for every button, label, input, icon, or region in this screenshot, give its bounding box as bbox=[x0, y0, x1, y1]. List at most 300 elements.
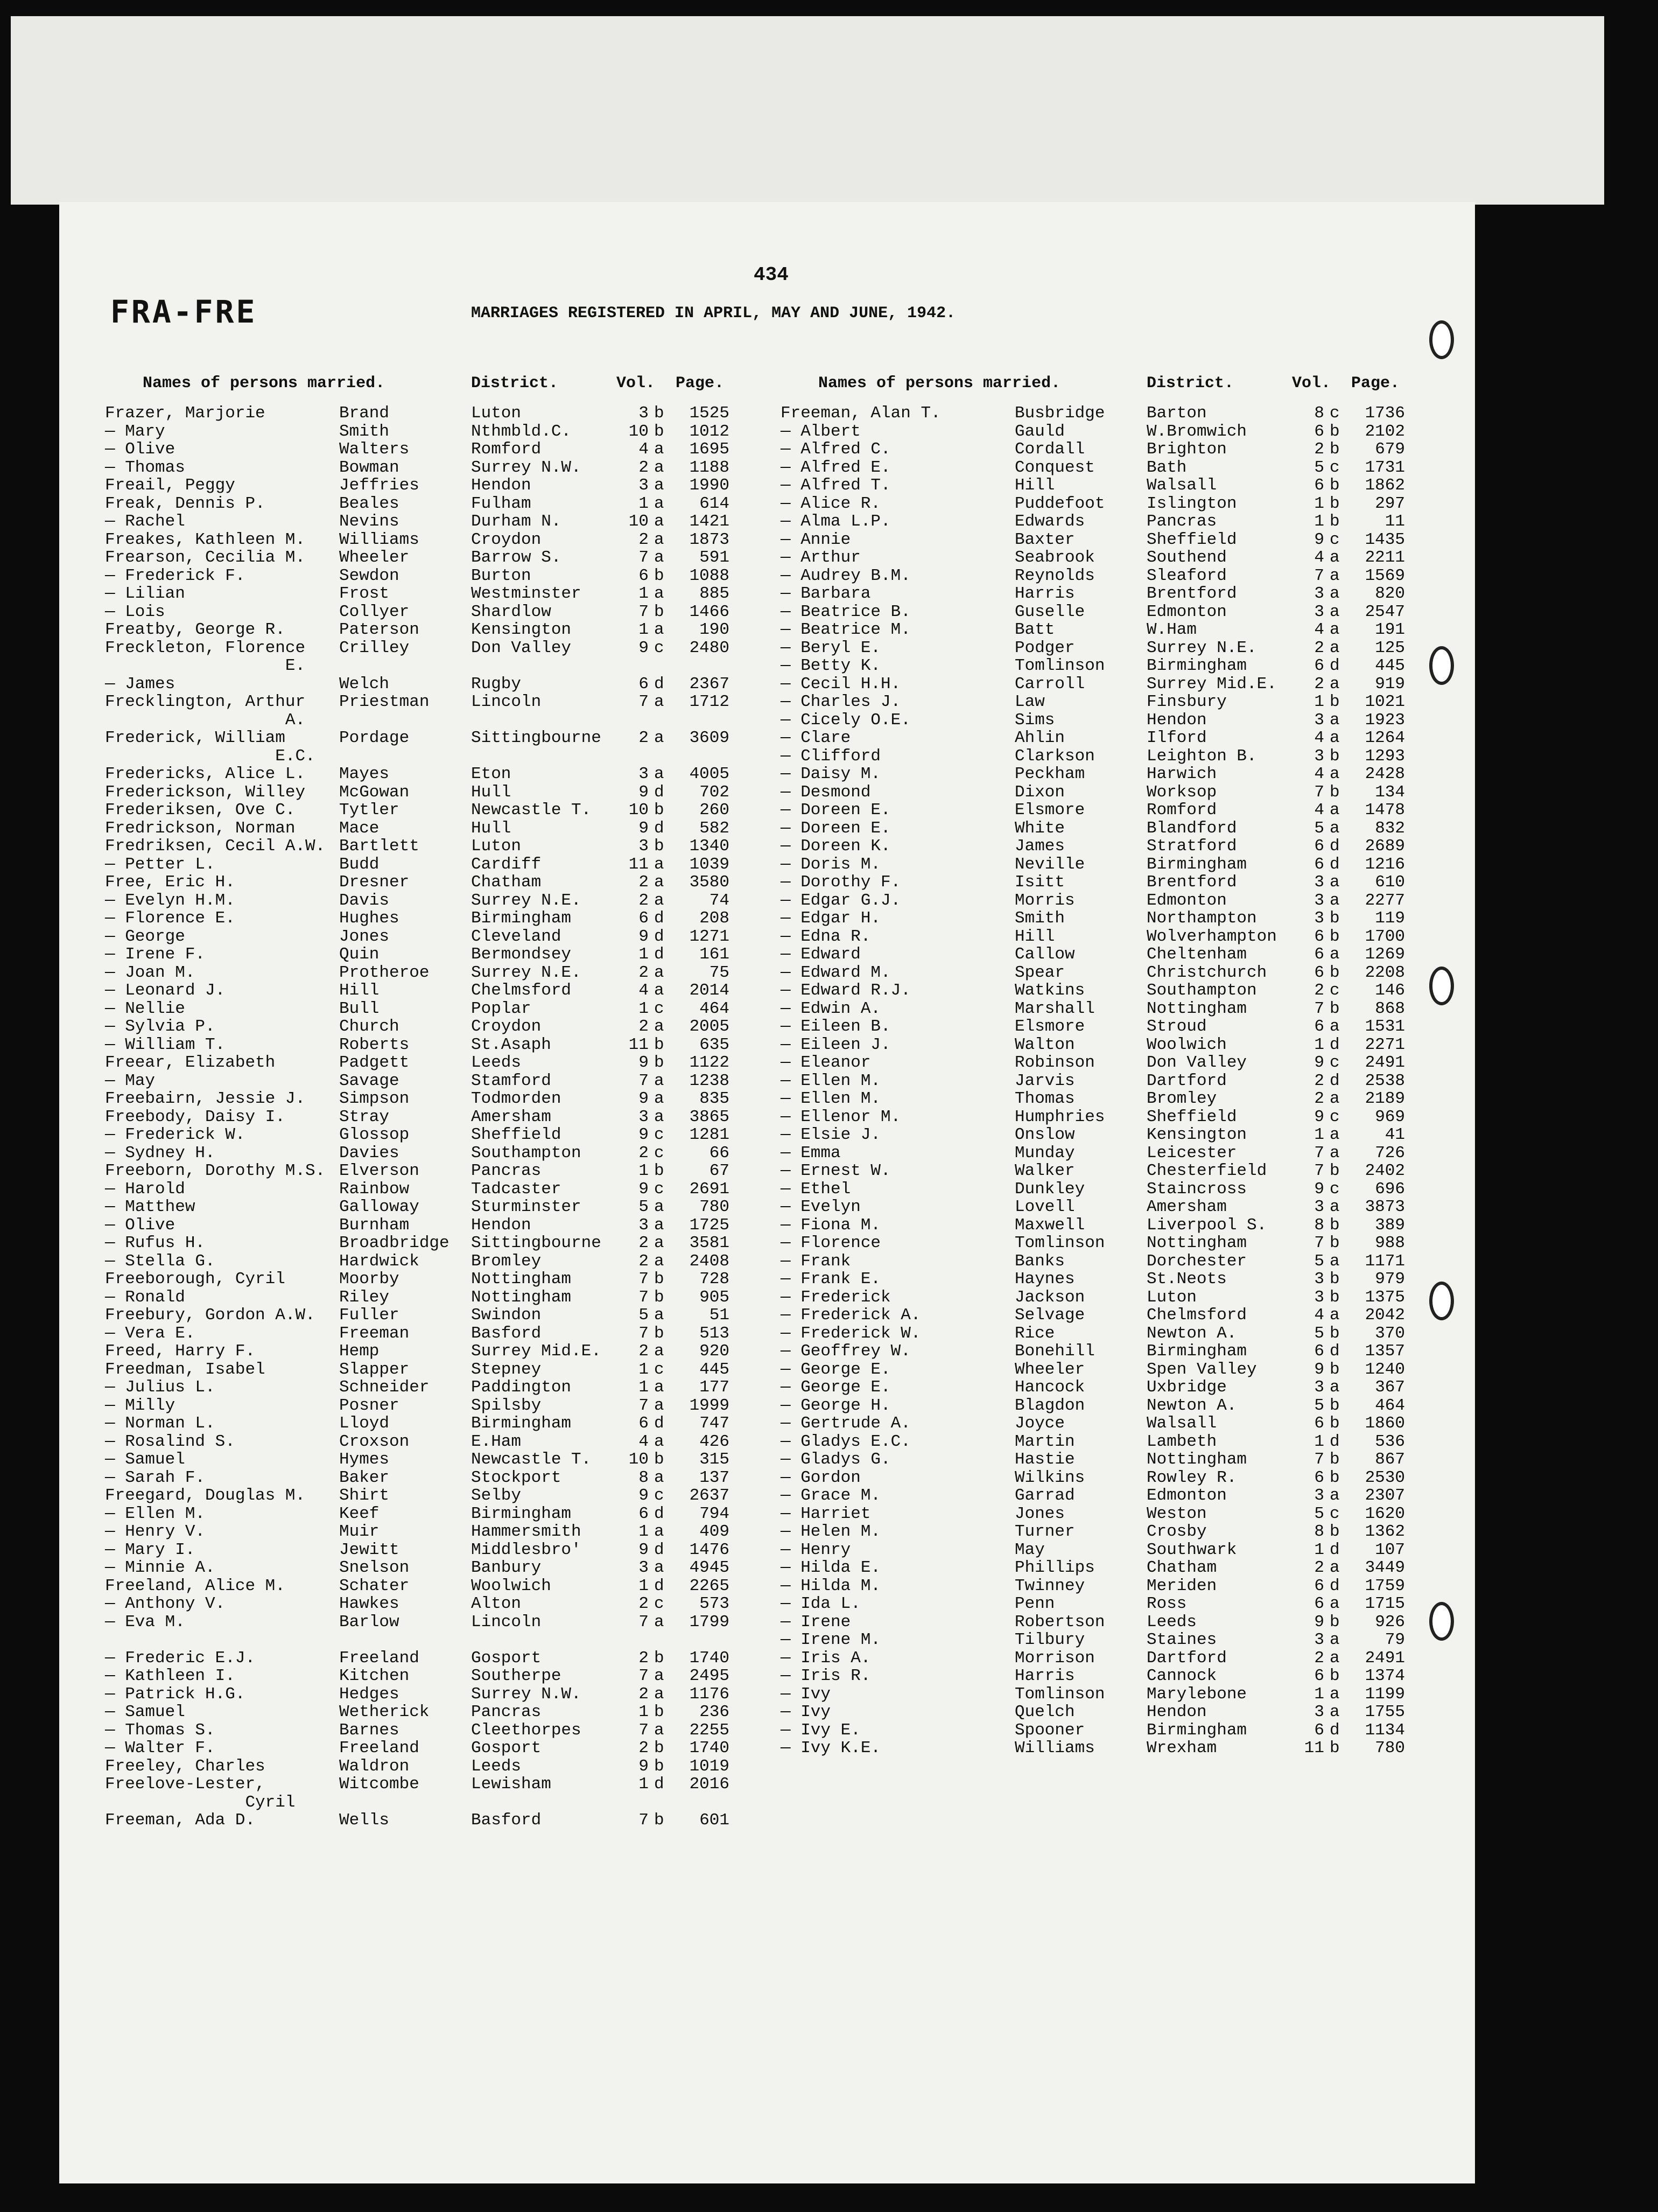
register-entry bbox=[781, 1397, 1405, 1415]
register-entry bbox=[781, 892, 1405, 910]
register-entry bbox=[781, 765, 1405, 783]
entry-spouse-surname: Wheeler bbox=[339, 548, 410, 567]
entry-name: — Sylvia P. bbox=[105, 1017, 215, 1036]
entry-volume-section: a bbox=[1330, 729, 1340, 747]
entry-district: E.Ham bbox=[471, 1432, 522, 1451]
entry-spouse-surname: Protheroe bbox=[339, 963, 430, 982]
entry-name: — Ida L. bbox=[781, 1594, 861, 1613]
entry-volume-section: d bbox=[1330, 1342, 1340, 1361]
entry-volume-section: a bbox=[654, 440, 664, 459]
entry-name: — Annie bbox=[781, 530, 851, 549]
entry-page: 1862 bbox=[1365, 476, 1405, 495]
entry-spouse-surname: Isitt bbox=[1015, 873, 1065, 892]
entry-district: Edmonton bbox=[1147, 1486, 1227, 1505]
entry-district: Harwich bbox=[1147, 765, 1217, 783]
entry-volume: 1 bbox=[638, 999, 649, 1018]
entry-page: 679 bbox=[1375, 440, 1405, 459]
header-page: Page. bbox=[1351, 374, 1400, 393]
entry-name: Freear, Elizabeth bbox=[105, 1053, 276, 1072]
entry-spouse-surname: Croxson bbox=[339, 1432, 410, 1451]
register-entry bbox=[781, 856, 1405, 874]
entry-name: — Eva M. bbox=[105, 1612, 185, 1632]
register-entry bbox=[105, 1018, 729, 1036]
entry-spouse-surname: Lloyd bbox=[339, 1414, 390, 1433]
entry-page: 177 bbox=[699, 1378, 729, 1397]
register-entry bbox=[781, 1469, 1405, 1487]
entry-volume: 5 bbox=[1314, 818, 1324, 838]
entry-volume: 5 bbox=[1314, 1251, 1324, 1271]
entry-volume-section: b bbox=[654, 837, 664, 856]
entry-spouse-surname: Bowman bbox=[339, 458, 399, 477]
entry-district: Barrow S. bbox=[471, 548, 561, 567]
entry-page: 2538 bbox=[1365, 1071, 1405, 1090]
register-entry bbox=[781, 585, 1405, 603]
register-entry bbox=[781, 1739, 1405, 1758]
entry-volume: 1 bbox=[638, 1522, 649, 1541]
entry-district: Rowley R. bbox=[1147, 1468, 1237, 1487]
entry-name: Freegard, Douglas M. bbox=[105, 1486, 306, 1505]
entry-district: Newcastle T. bbox=[471, 1450, 592, 1469]
entry-volume-section: a bbox=[1330, 1198, 1340, 1216]
entry-district: Croydon bbox=[471, 1017, 542, 1036]
entry-page: 979 bbox=[1375, 1270, 1405, 1289]
entry-spouse-surname: Quelch bbox=[1015, 1703, 1075, 1721]
entry-spouse-surname: Elverson bbox=[339, 1161, 419, 1180]
entry-volume: 10 bbox=[628, 422, 649, 441]
entry-name: — Irene F. bbox=[105, 945, 206, 964]
entry-spouse-surname: Edwards bbox=[1015, 512, 1085, 531]
entry-volume: 6 bbox=[638, 909, 649, 928]
entry-name: Freeley, Charles bbox=[105, 1756, 265, 1776]
entry-volume-section: b bbox=[1330, 782, 1340, 802]
entry-page: 614 bbox=[699, 494, 729, 513]
register-entry bbox=[781, 1523, 1405, 1541]
entry-district: Eton bbox=[471, 765, 511, 783]
entry-volume: 4 bbox=[638, 981, 649, 1000]
entry-volume: 6 bbox=[1314, 927, 1324, 946]
entry-volume-section: b bbox=[1330, 512, 1340, 531]
entry-page: 2547 bbox=[1365, 602, 1405, 621]
entry-name: — Matthew bbox=[105, 1198, 195, 1216]
entry-page: 635 bbox=[699, 1035, 729, 1054]
entry-name: — Lilian bbox=[105, 584, 185, 603]
entry-spouse-surname: Freeman bbox=[339, 1324, 410, 1343]
entry-spouse-surname: White bbox=[1015, 818, 1065, 838]
entry-name: — Doreen E. bbox=[781, 818, 891, 838]
entry-spouse-surname: Galloway bbox=[339, 1198, 419, 1216]
entry-district: Stratford bbox=[1147, 837, 1237, 856]
entry-volume-section: a bbox=[654, 963, 664, 982]
register-page bbox=[59, 202, 1475, 2183]
entry-name: — Ronald bbox=[105, 1287, 185, 1307]
entry-name: — Arthur bbox=[781, 548, 861, 567]
entry-volume-section: a bbox=[654, 1198, 664, 1216]
register-entry bbox=[781, 1703, 1405, 1721]
entry-spouse-surname: Collyer bbox=[339, 602, 410, 621]
entry-spouse-surname: Moorby bbox=[339, 1270, 399, 1289]
entry-district: Rugby bbox=[471, 674, 522, 694]
register-entry bbox=[105, 1541, 729, 1559]
entry-page: 389 bbox=[1375, 1215, 1405, 1235]
entry-volume-section: a bbox=[1330, 1558, 1340, 1577]
entry-volume: 6 bbox=[1314, 1720, 1324, 1740]
register-entry bbox=[781, 1216, 1405, 1235]
entry-district: Hendon bbox=[471, 1215, 531, 1235]
entry-volume-section: d bbox=[654, 1775, 664, 1794]
register-entry bbox=[105, 1325, 729, 1343]
entry-district: Shardlow bbox=[471, 602, 551, 621]
entry-district: Kensington bbox=[471, 620, 572, 639]
register-entry bbox=[781, 495, 1405, 513]
entry-district: Marylebone bbox=[1147, 1684, 1247, 1704]
entry-volume-section: a bbox=[1330, 818, 1340, 838]
entry-volume: 9 bbox=[638, 1540, 649, 1559]
entry-volume-section: a bbox=[654, 1306, 664, 1325]
entry-page: 236 bbox=[699, 1703, 729, 1721]
register-entry bbox=[781, 440, 1405, 459]
register-entry bbox=[781, 1270, 1405, 1289]
entry-page: 1999 bbox=[689, 1396, 729, 1415]
entry-spouse-surname: Puddefoot bbox=[1015, 494, 1105, 513]
entry-volume-section: b bbox=[654, 422, 664, 441]
entry-volume-section: c bbox=[654, 1594, 664, 1613]
entry-name: — Evelyn bbox=[781, 1198, 861, 1216]
entry-district: Cheltenham bbox=[1147, 945, 1247, 964]
entry-page: 107 bbox=[1375, 1540, 1405, 1559]
entry-page bbox=[676, 711, 729, 730]
entry-district: Swindon bbox=[471, 1306, 542, 1325]
entry-district: Southampton bbox=[1147, 981, 1257, 1000]
entry-name: — Rosalind S. bbox=[105, 1432, 235, 1451]
register-entry bbox=[781, 820, 1405, 838]
entry-volume-section: b bbox=[654, 801, 664, 820]
entry-volume: 9 bbox=[638, 1486, 649, 1505]
entry-volume: 4 bbox=[1314, 801, 1324, 820]
entry-district: Pancras bbox=[1147, 512, 1217, 531]
entry-spouse-surname: Phillips bbox=[1015, 1558, 1095, 1577]
entry-spouse-surname: Jackson bbox=[1015, 1287, 1085, 1307]
register-entry bbox=[105, 1000, 729, 1018]
entry-district: Stepney bbox=[471, 1360, 542, 1379]
entry-page: 1466 bbox=[689, 602, 729, 621]
entry-page: 315 bbox=[699, 1450, 729, 1469]
entry-district: Durham N. bbox=[471, 512, 561, 531]
entry-spouse-surname: Slapper bbox=[339, 1360, 410, 1379]
entry-volume-section: a bbox=[654, 1396, 664, 1415]
entry-page: 2189 bbox=[1365, 1089, 1405, 1108]
entry-name: — Frederic E.J. bbox=[105, 1648, 256, 1668]
entry-volume: 3 bbox=[1314, 602, 1324, 621]
entry-spouse-surname: Burnham bbox=[339, 1215, 410, 1235]
register-entry bbox=[781, 621, 1405, 639]
entry-page: 1176 bbox=[689, 1684, 729, 1704]
entry-name: — William T. bbox=[105, 1035, 226, 1054]
entry-spouse-surname: Wetherick bbox=[339, 1703, 430, 1721]
entry-page: 3609 bbox=[689, 729, 729, 747]
entry-volume: 7 bbox=[1314, 1161, 1324, 1180]
entry-spouse-surname: Baker bbox=[339, 1468, 390, 1487]
entry-name: Cyril bbox=[105, 1793, 296, 1812]
entry-district: Nottingham bbox=[1147, 1234, 1247, 1252]
entry-volume: 7 bbox=[1314, 566, 1324, 585]
entry-district: Islington bbox=[1147, 494, 1237, 513]
entry-district: Pancras bbox=[471, 1161, 542, 1180]
entry-name: — Harriet bbox=[781, 1504, 871, 1523]
entry-volume: 9 bbox=[638, 1179, 649, 1199]
entry-volume-section: a bbox=[1330, 1594, 1340, 1613]
register-entry bbox=[105, 1036, 729, 1054]
register-entry bbox=[781, 1108, 1405, 1126]
entry-volume: 6 bbox=[1314, 1342, 1324, 1361]
entry-spouse-surname: Tomlinson bbox=[1015, 1234, 1105, 1252]
entry-name: — Patrick H.G. bbox=[105, 1684, 245, 1704]
register-entry bbox=[105, 1054, 729, 1072]
entry-name: — Ivy K.E. bbox=[781, 1739, 881, 1758]
entry-volume: 9 bbox=[638, 1125, 649, 1144]
entry-spouse-surname: Glossop bbox=[339, 1125, 410, 1144]
entry-page: 75 bbox=[709, 963, 729, 982]
entry-spouse-surname: Brand bbox=[339, 404, 390, 423]
entry-spouse-surname: Marshall bbox=[1015, 999, 1095, 1018]
entry-volume-section: b bbox=[654, 1703, 664, 1721]
entry-volume-section: b bbox=[1330, 963, 1340, 982]
entry-spouse-surname bbox=[339, 747, 471, 766]
entry-district: Liverpool S. bbox=[1147, 1215, 1267, 1235]
entry-spouse-surname: Posner bbox=[339, 1396, 399, 1415]
entry-volume-section: b bbox=[654, 1756, 664, 1776]
entry-spouse-surname: Seabrook bbox=[1015, 548, 1095, 567]
entry-name: — Ivy E. bbox=[781, 1720, 861, 1740]
entry-spouse-surname: Ahlin bbox=[1015, 729, 1065, 747]
entry-spouse-surname: Dunkley bbox=[1015, 1179, 1085, 1199]
entry-volume: 3 bbox=[1314, 584, 1324, 603]
entry-district: Burton bbox=[471, 566, 531, 585]
entry-name: Freelove-Lester, bbox=[105, 1775, 265, 1794]
entry-spouse-surname: Wheeler bbox=[1015, 1360, 1085, 1379]
register-entry bbox=[781, 982, 1405, 1000]
entry-volume-section: a bbox=[654, 1684, 664, 1704]
entry-volume: 3 bbox=[1314, 873, 1324, 892]
entry-volume-section: b bbox=[1330, 1612, 1340, 1632]
entry-volume-section: a bbox=[1330, 1648, 1340, 1668]
entry-name: — Ellen M. bbox=[781, 1089, 881, 1108]
register-entry bbox=[781, 1577, 1405, 1595]
entry-name: — Olive bbox=[105, 440, 175, 459]
entry-volume: 9 bbox=[1314, 1612, 1324, 1632]
entry-spouse-surname: Riley bbox=[339, 1287, 390, 1307]
entry-page: 1188 bbox=[689, 458, 729, 477]
entry-page: 1990 bbox=[689, 476, 729, 495]
entry-volume-section: b bbox=[1330, 1324, 1340, 1343]
entry-page: 2480 bbox=[689, 638, 729, 657]
entry-name: — Leonard J. bbox=[105, 981, 226, 1000]
register-entry bbox=[781, 1289, 1405, 1307]
entry-volume: 4 bbox=[1314, 765, 1324, 783]
entry-page: 794 bbox=[699, 1504, 729, 1523]
entry-volume-section: a bbox=[654, 873, 664, 892]
entry-page: 1569 bbox=[1365, 566, 1405, 585]
entry-district: Sleaford bbox=[1147, 566, 1227, 585]
entry-spouse-surname: Smith bbox=[1015, 909, 1065, 928]
entry-page: 1525 bbox=[689, 404, 729, 423]
entry-name: — Alice R. bbox=[781, 494, 881, 513]
entry-page: 905 bbox=[699, 1287, 729, 1307]
entry-volume-section: a bbox=[654, 494, 664, 513]
entry-name: — Albert bbox=[781, 422, 861, 441]
entry-page: 11 bbox=[1385, 512, 1405, 531]
entry-volume: 6 bbox=[1314, 1468, 1324, 1487]
entry-page: 1375 bbox=[1365, 1287, 1405, 1307]
entry-district: Cannock bbox=[1147, 1667, 1217, 1685]
entry-spouse-surname: Dresner bbox=[339, 873, 410, 892]
entry-page: 4945 bbox=[689, 1558, 729, 1577]
entry-spouse-surname: Garrad bbox=[1015, 1486, 1075, 1505]
entry-volume-section: a bbox=[654, 1234, 664, 1252]
register-entry bbox=[781, 1018, 1405, 1036]
entry-volume: 9 bbox=[638, 818, 649, 838]
entry-page: 2408 bbox=[689, 1251, 729, 1271]
entry-volume: 6 bbox=[1314, 1594, 1324, 1613]
entry-name: — Samuel bbox=[105, 1703, 185, 1721]
entry-district: Stockport bbox=[471, 1468, 561, 1487]
entry-spouse-surname: Hughes bbox=[339, 909, 399, 928]
entry-district: Paddington bbox=[471, 1378, 572, 1397]
entry-page bbox=[676, 747, 729, 766]
entry-name: Freckleton, Florence bbox=[105, 638, 306, 657]
entry-district: Banbury bbox=[471, 1558, 542, 1577]
entry-name: — Edgar H. bbox=[781, 909, 881, 928]
entry-spouse-surname: Paterson bbox=[339, 620, 419, 639]
register-entry bbox=[105, 1739, 729, 1758]
entry-district: Newcastle T. bbox=[471, 801, 592, 820]
entry-page: 1620 bbox=[1365, 1504, 1405, 1523]
entry-volume: 5 bbox=[1314, 1504, 1324, 1523]
entry-page: 780 bbox=[1375, 1739, 1405, 1758]
entry-volume-section: a bbox=[654, 1558, 664, 1577]
entry-volume: 7 bbox=[638, 548, 649, 567]
entry-volume-section: d bbox=[654, 782, 664, 802]
entry-spouse-surname: May bbox=[1015, 1540, 1045, 1559]
entry-name: Frecklington, Arthur bbox=[105, 692, 306, 711]
entry-volume: 3 bbox=[1314, 1703, 1324, 1721]
entry-volume-section: b bbox=[654, 1324, 664, 1343]
register-entry bbox=[781, 1378, 1405, 1397]
entry-page: 601 bbox=[699, 1811, 729, 1830]
register-entry bbox=[781, 1072, 1405, 1090]
entry-name: — Eileen J. bbox=[781, 1035, 891, 1054]
entry-spouse-surname: Davies bbox=[339, 1143, 399, 1163]
entry-name: Freak, Dennis P. bbox=[105, 494, 265, 513]
entry-district: Woolwich bbox=[471, 1576, 551, 1595]
entry-volume-section: a bbox=[654, 458, 664, 477]
register-entry bbox=[781, 1126, 1405, 1144]
entry-page: 1715 bbox=[1365, 1594, 1405, 1613]
register-entry bbox=[781, 1361, 1405, 1379]
entry-page: 610 bbox=[1375, 873, 1405, 892]
entry-volume bbox=[616, 711, 654, 730]
entry-volume: 6 bbox=[638, 566, 649, 585]
register-entry bbox=[781, 657, 1405, 675]
entry-volume-section: a bbox=[654, 1612, 664, 1632]
entry-district: Surrey N.W. bbox=[471, 458, 581, 477]
register-entry bbox=[105, 892, 729, 910]
entry-district: Barton bbox=[1147, 404, 1207, 423]
entry-name: — Ivy bbox=[781, 1684, 831, 1704]
entry-district: Hendon bbox=[1147, 710, 1207, 730]
entry-volume: 2 bbox=[638, 458, 649, 477]
entry-spouse-surname: Hardwick bbox=[339, 1251, 419, 1271]
entry-page: 2255 bbox=[689, 1720, 729, 1740]
entry-page: 2367 bbox=[689, 674, 729, 694]
register-entry bbox=[105, 946, 729, 964]
entry-page: 1171 bbox=[1365, 1251, 1405, 1271]
entry-spouse-surname: Simpson bbox=[339, 1089, 410, 1108]
entry-volume-section: c bbox=[654, 999, 664, 1018]
entry-district: Meriden bbox=[1147, 1576, 1217, 1595]
entry-volume-section: b bbox=[654, 1739, 664, 1758]
register-entry bbox=[105, 585, 729, 603]
entry-volume-section: b bbox=[654, 1053, 664, 1072]
entry-page: 2277 bbox=[1365, 891, 1405, 910]
entry-page: 1731 bbox=[1365, 458, 1405, 477]
entry-volume: 1 bbox=[638, 1360, 649, 1379]
entry-district: Middlesbro' bbox=[471, 1540, 581, 1559]
entry-district: Worksop bbox=[1147, 782, 1217, 802]
entry-page bbox=[676, 657, 729, 675]
entry-name: — Gladys G. bbox=[781, 1450, 891, 1469]
entry-name: — Milly bbox=[105, 1396, 175, 1415]
entry-spouse-surname: Law bbox=[1015, 692, 1045, 711]
entry-volume: 2 bbox=[638, 1017, 649, 1036]
register-entry bbox=[105, 873, 729, 892]
entry-spouse-surname: Priestman bbox=[339, 692, 430, 711]
entry-spouse-surname: Quin bbox=[339, 945, 380, 964]
entry-volume: 6 bbox=[1314, 1576, 1324, 1595]
register-entry bbox=[105, 1270, 729, 1289]
entry-name: Frederick, William bbox=[105, 729, 285, 747]
entry-name: — Iris A. bbox=[781, 1648, 871, 1668]
entry-volume: 4 bbox=[638, 1432, 649, 1451]
entry-spouse-surname: Hawkes bbox=[339, 1594, 399, 1613]
entry-volume-section: a bbox=[1330, 873, 1340, 892]
entry-name: — Beryl E. bbox=[781, 638, 881, 657]
entry-name: — Eleanor bbox=[781, 1053, 871, 1072]
entry-spouse-surname: Stray bbox=[339, 1107, 390, 1126]
register-entry bbox=[105, 1811, 729, 1830]
entry-volume-section: a bbox=[1330, 1251, 1340, 1271]
entry-spouse-surname: Blagdon bbox=[1015, 1396, 1085, 1415]
entry-volume-section: a bbox=[1330, 1143, 1340, 1163]
header-page: Page. bbox=[676, 374, 725, 393]
entry-name: — Charles J. bbox=[781, 692, 901, 711]
entry-district bbox=[471, 1794, 616, 1812]
entry-district: Todmorden bbox=[471, 1089, 561, 1108]
entry-district: Leeds bbox=[1147, 1612, 1197, 1632]
entry-volume: 1 bbox=[638, 1775, 649, 1794]
register-entry bbox=[105, 675, 729, 694]
entry-spouse-surname: Harris bbox=[1015, 1667, 1075, 1685]
register-entry bbox=[105, 1252, 729, 1271]
entry-volume: 3 bbox=[638, 765, 649, 783]
entry-page: 1271 bbox=[689, 927, 729, 946]
entry-volume-section: b bbox=[1330, 1270, 1340, 1289]
entry-volume-section: a bbox=[1330, 710, 1340, 730]
register-entry bbox=[105, 1216, 729, 1235]
entry-volume-section: b bbox=[654, 1287, 664, 1307]
register-entry bbox=[781, 1036, 1405, 1054]
entry-page: 2042 bbox=[1365, 1306, 1405, 1325]
entry-district: Bermondsey bbox=[471, 945, 572, 964]
